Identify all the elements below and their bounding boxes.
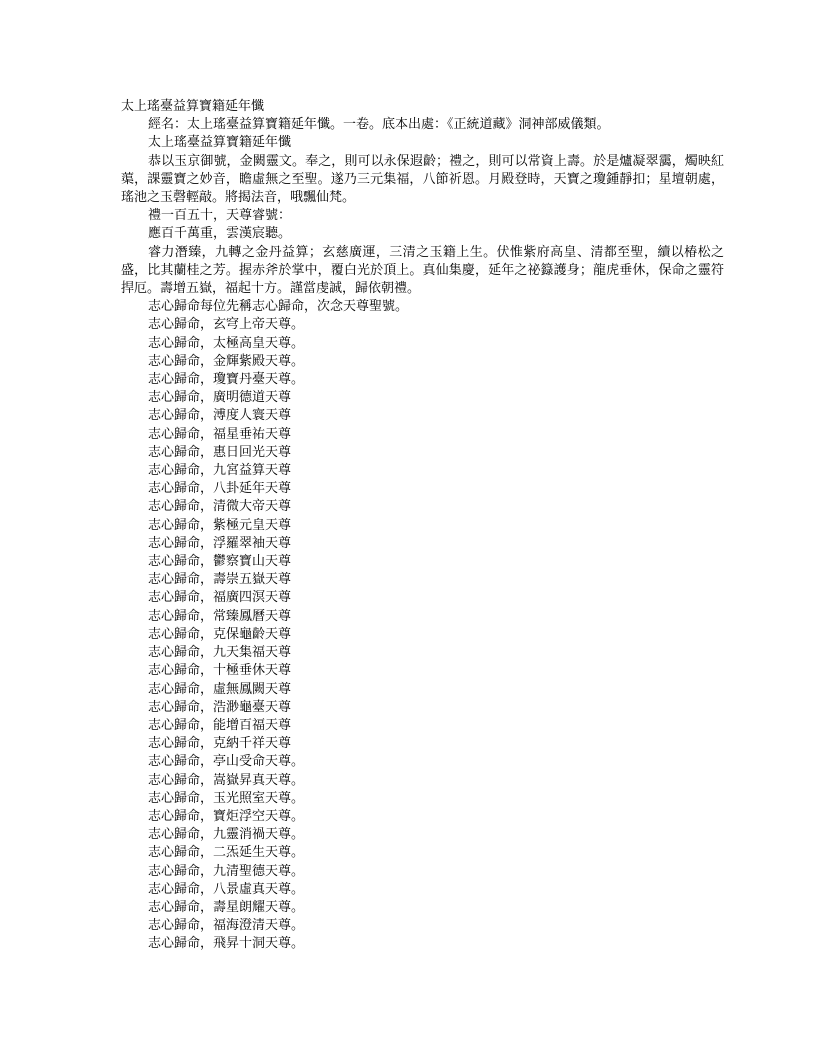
invocation-line: 志心歸命，浮羅翠袖天尊 <box>148 535 292 551</box>
invocation-line: 志心歸命，虛無鳳闕天尊 <box>148 681 292 697</box>
invocation-line: 志心歸命，二炁延生天尊。 <box>148 845 305 861</box>
invocation-line: 志心歸命，福海澄清天尊。 <box>148 918 305 934</box>
invocation-line: 志心歸命，九清聖德天尊。 <box>148 863 305 879</box>
response-line: 應百千萬重，雲漢宸聽。 <box>148 226 292 242</box>
invocation-line: 志心歸命，克保龜齡天尊 <box>148 626 292 642</box>
invocation-line: 志心歸命，瓊寶丹臺天尊。 <box>148 372 305 388</box>
invocation-line: 志心歸命，太極高皇天尊。 <box>148 335 305 351</box>
invocation-line: 志心歸命，玄穹上帝天尊。 <box>148 317 305 333</box>
invocation-line: 志心歸命，紫極元皇天尊 <box>148 517 292 533</box>
invocation-line: 志心歸命，福星垂祐天尊 <box>148 426 292 442</box>
invocation-line: 志心歸命，亭山受命天尊。 <box>148 754 305 770</box>
document-title: 太上瑤臺益算寶籍延年懺 <box>121 99 265 114</box>
invocation-line: 志心歸命，福廣四溟天尊 <box>148 590 292 606</box>
invocation-list <box>121 316 724 953</box>
source-note: 經名：太上瑤臺益算寶籍延年懺。一卷。底本出處：《正統道藏》洞神部威儀類。 <box>148 117 610 133</box>
invocation-line: 志心歸命，玉光照室天尊。 <box>148 790 305 806</box>
invocation-line: 志心歸命，十極垂休天尊 <box>148 663 292 679</box>
invocation-line: 志心歸命，常臻鳳曆天尊 <box>148 608 292 624</box>
invocation-line: 志心歸命，能增百福天尊 <box>148 717 292 733</box>
invocation-line: 志心歸命，壽崇五嶽天尊 <box>148 572 292 588</box>
invocation-intro: 志心歸命每位先稱志心歸命，次念天尊聖號。 <box>148 299 409 315</box>
invocation-line: 志心歸命，溥度人寰天尊 <box>148 408 292 424</box>
rites-line: 禮一百五十，天尊睿號： <box>148 208 292 224</box>
invocation-line: 志心歸命，九宮益算天尊 <box>148 463 292 479</box>
invocation-line: 志心歸命，克納千祥天尊 <box>148 736 292 752</box>
invocation-line: 志心歸命，浩渺龜臺天尊 <box>148 699 292 715</box>
document-subtitle: 太上瑤臺益算寶籍延年懺 <box>148 135 292 151</box>
invocation-line: 志心歸命，壽星朗耀天尊。 <box>148 899 305 915</box>
invocation-line: 志心歸命，金輝紫殿天尊。 <box>148 353 305 369</box>
invocation-line: 志心歸命，九靈消禍天尊。 <box>148 827 305 843</box>
invocation-line: 志心歸命，飛昇十洞天尊。 <box>148 936 305 952</box>
invocation-line: 志心歸命，八卦延年天尊 <box>148 481 292 497</box>
invocation-line: 志心歸命，惠日回光天尊 <box>148 444 292 460</box>
invocation-line: 志心歸命，八景虛真天尊。 <box>148 881 305 897</box>
document-body <box>121 98 724 954</box>
prayer-paragraph: 睿力潛臻，九轉之金丹益算；玄慈廣運，三清之玉籍上生。伏惟紫府高皇、清都至聖，續以椿松之盛，比其蘭桂之芳。握赤斧於掌中，覆白光於頂上。真仙集慶，延年之祕籙護身；龍虎垂休，保命之靈符捍厄。壽增五嶽，福起十方。謹當虔誠，歸依朝禮。 <box>121 244 724 297</box>
invocation-line: 志心歸命，九天集福天尊 <box>148 645 292 661</box>
invocation-line: 志心歸命，嵩嶽昇真天尊。 <box>148 772 305 788</box>
invocation-line: 志心歸命，寶炬浮空天尊。 <box>148 808 305 824</box>
invocation-line: 志心歸命，鬱察寶山天尊 <box>148 554 292 570</box>
invocation-line: 志心歸命，廣明德道天尊 <box>148 390 292 406</box>
invocation-line: 志心歸命，清微大帝天尊 <box>148 499 292 515</box>
opening-paragraph: 恭以玉京御號，金闕靈文。奉之，則可以永保遐齡；禮之，則可以常資上壽。於是爐凝翠靄，燭映紅蕖，課靈寶之妙音，瞻虛無之至聖。遂乃三元集福，八節祈恩。月殿登時，天寶之瓊鍾靜扣；星壇朝處，瑤池之玉磬輕敲。將揭法音，哦飄仙梵。 <box>121 153 724 206</box>
